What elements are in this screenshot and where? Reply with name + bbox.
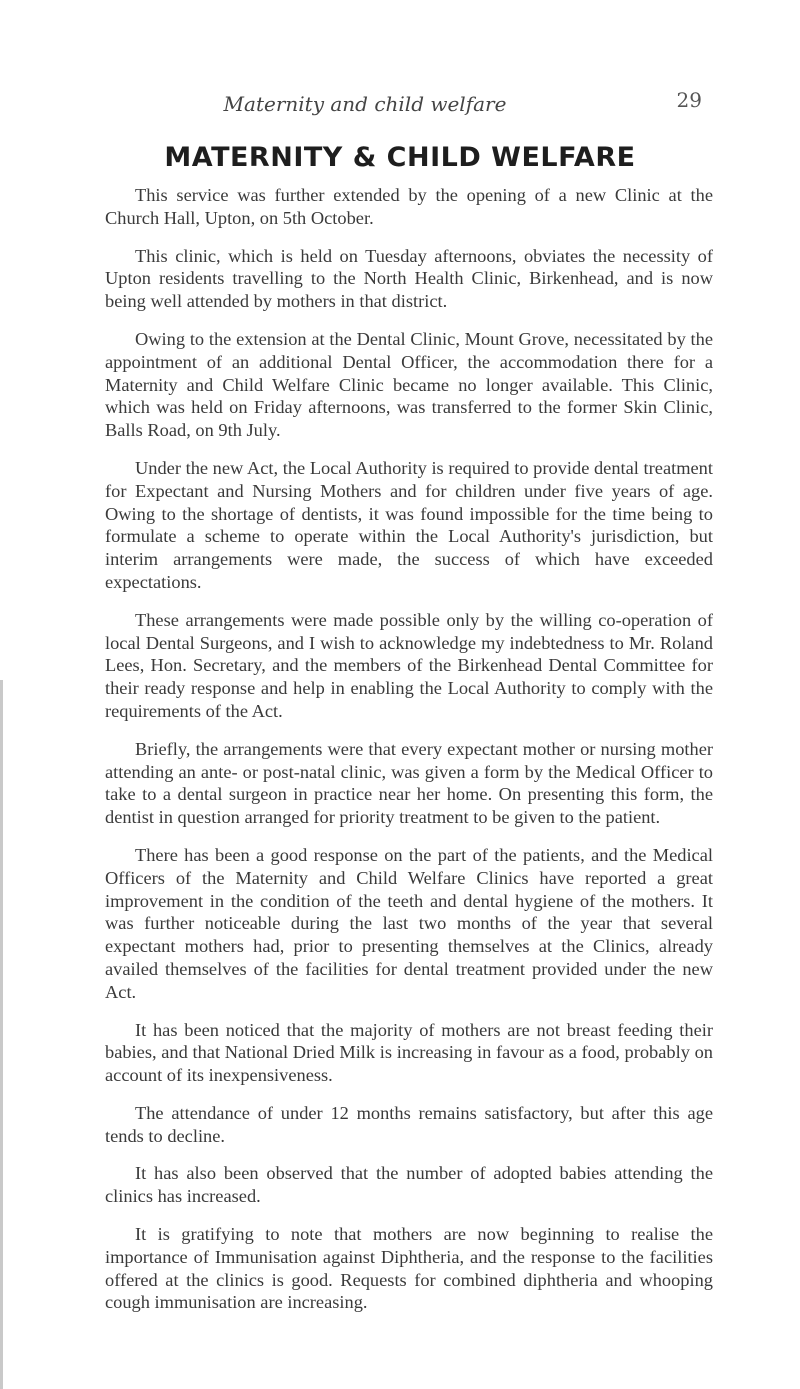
- paragraph: It has been noticed that the majority of mothers are not breast feeding their babies, and that National Dried Milk is increasing in favour as a food, probably on account of its inexpensiveness.: [105, 1019, 713, 1086]
- body-text: [105, 184, 713, 1329]
- paragraph: Owing to the extension at the Dental Clinic, Mount Grove, necessitated by the appointment of an additional Dental Officer, the accommodation there for a Maternity and Child Welfare Clinic became no longer available. This Clinic, which was held on Friday afternoons, was transferred to the former Skin Clinic, Balls Road, on 9th July.: [105, 328, 713, 441]
- page-number: 29: [676, 88, 702, 112]
- running-title: Maternity and child welfare: [223, 92, 507, 116]
- paragraph: There has been a good response on the part of the patients, and the Medical Officers of the Maternity and Child Welfare Clinics have reported a great improvement in the condition of the teeth and dental hygiene of the mothers. It was further noticeable during the last two months of the year that several expectant mothers had, prior to presenting themselves at the Clinics, already availed themselves of the facilities for dental treatment provided under the new Act.: [105, 844, 713, 1002]
- paragraph: The attendance of under 12 months remains satisfactory, but after this age tends to decline.: [105, 1102, 713, 1146]
- paragraph: It has also been observed that the number of adopted babies attending the clinics has increased.: [105, 1163, 713, 1207]
- paragraph: Briefly, the arrangements were that every expectant mother or nursing mother attending an ante- or post-natal clinic, was given a form by the Medical Officer to take to a dental surgeon in practice near her home. On presenting this form, the dentist in question arranged for priority treatment to be given to the patient.: [105, 738, 713, 828]
- paragraph: This clinic, which is held on Tuesday afternoons, obviates the necessity of Upton residents travelling to the North Health Clinic, Birkenhead, and is now being well attended by mothers in that district.: [105, 245, 713, 312]
- paragraph: It is gratifying to note that mothers are now beginning to realise the importance of Immunisation against Diphtheria, and the response to the facilities offered at the clinics is good. Requests for combined diphtheria and whooping cough immunisation are increasing.: [105, 1224, 713, 1313]
- running-head: [0, 88, 800, 122]
- section-heading: MATERNITY & CHILD WELFARE: [164, 142, 636, 173]
- binding-edge: [0, 680, 3, 1389]
- paragraph: Under the new Act, the Local Authority is required to provide dental treatment for Expectant and Nursing Mothers and for children under five years of age. Owing to the shortage of dentists, it was found impossible for the time being to formulate a scheme to operate within the Local Authority's jurisdiction, but interim arrangements were made, the success of which have exceeded expectations.: [105, 457, 713, 592]
- paragraph: These arrangements were made possible only by the willing co-operation of local Dental Surgeons, and I wish to acknowledge my indebtedness to Mr. Roland Lees, Hon. Secretary, and the members of the Birkenhead Dental Committee for their ready response and help in enabling the Local Authority to comply with the requirements of the Act.: [105, 609, 713, 721]
- paragraph: This service was further extended by the opening of a new Clinic at the Church Hall, Upton, on 5th October.: [105, 185, 713, 228]
